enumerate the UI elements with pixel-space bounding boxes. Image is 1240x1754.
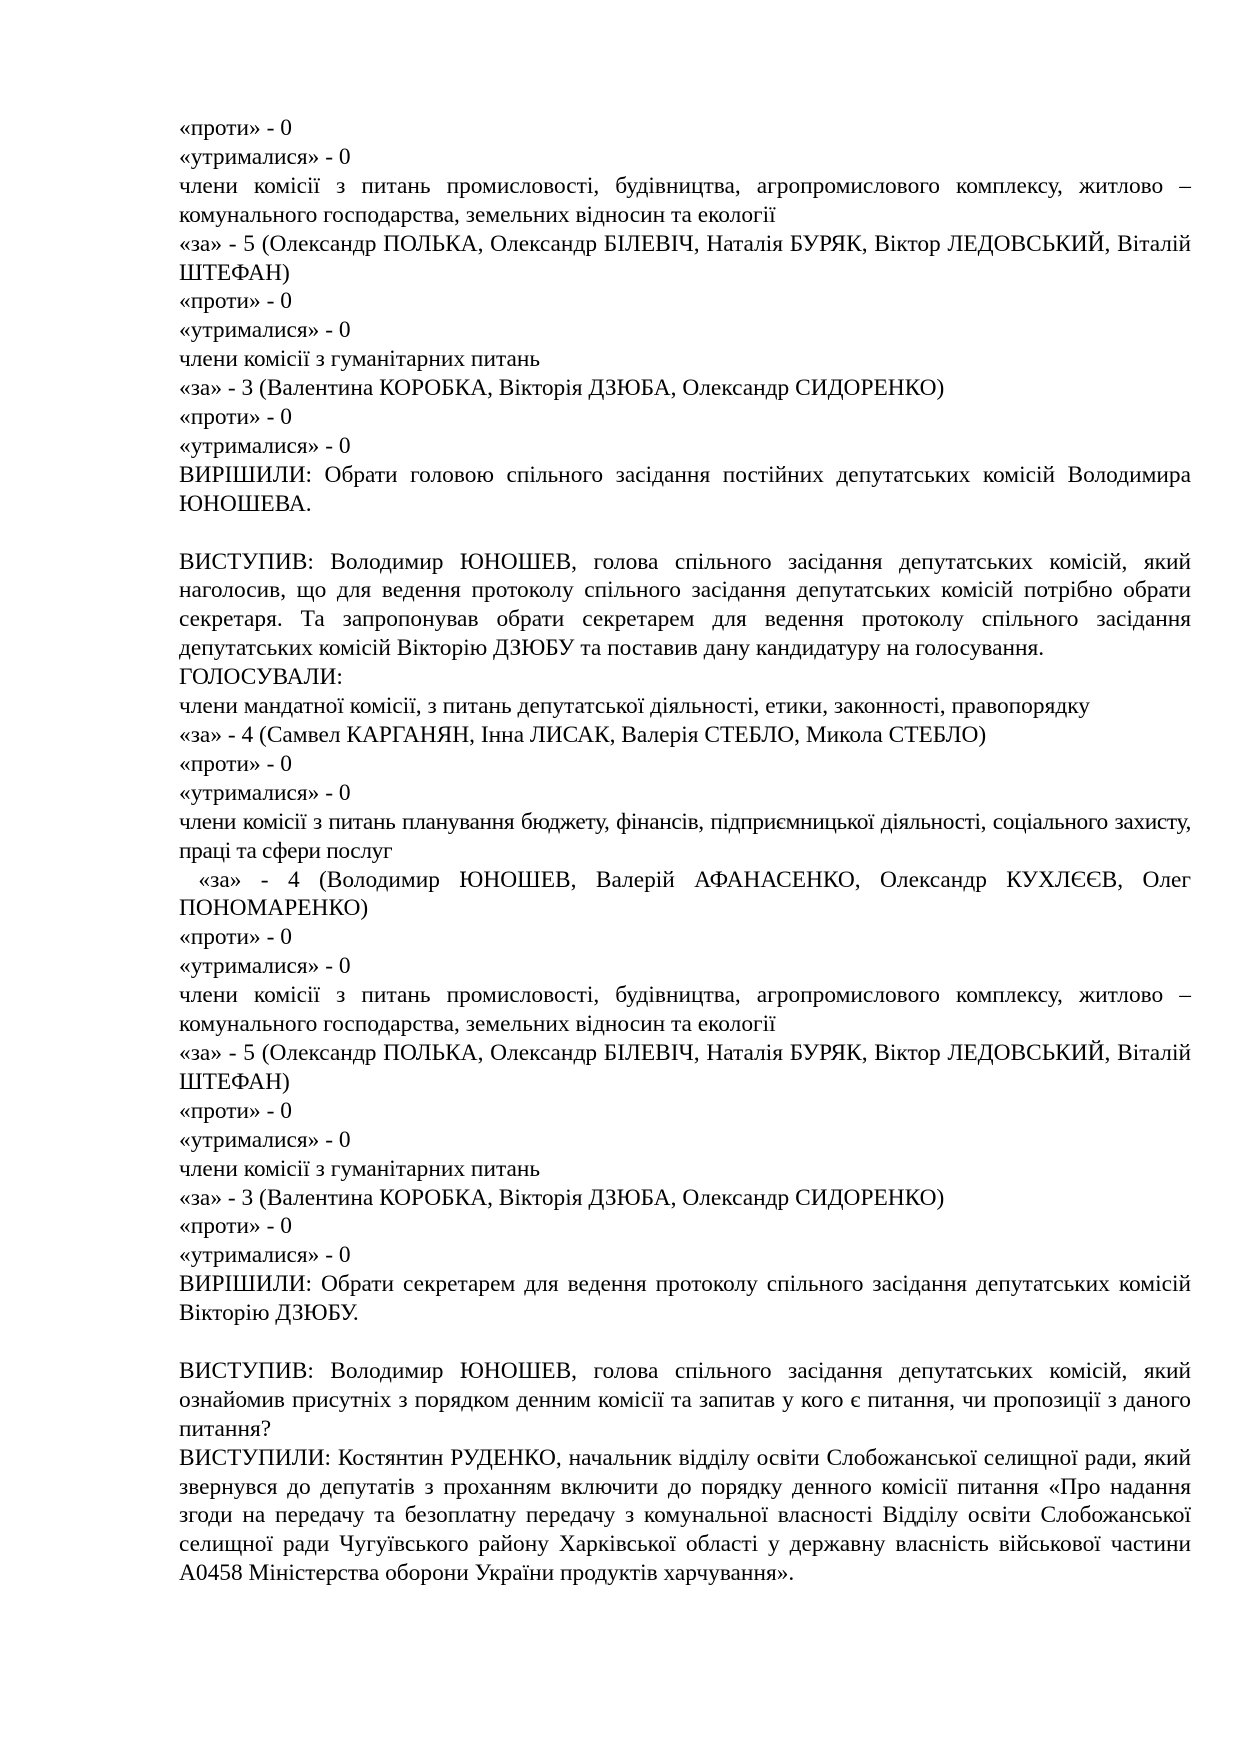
vote-for-line: «за» - 3 (Валентина КОРОБКА, Вікторія ДЗЮБА, Олександр СИДОРЕНКО) (179, 1184, 945, 1211)
abstain-line: «утрималися» - 0 (179, 317, 351, 344)
committee-mandate-heading: члени мандатної комісії, з питань депутатської діяльності, етики, законності, правопорядку (179, 693, 1090, 720)
abstain-line: «утрималися» - 0 (179, 143, 351, 170)
speech-paragraph: ВИСТУПИВ: Володимир ЮНОШЕВ, голова спільного засідання депутатських комісій, який ознайомив присутніх з порядком денним комісії та запитав у кого є питання, чи пропозиції з даного питання? (179, 1357, 1191, 1442)
committee-humanitarian-heading: члени комісії з гуманітарних питань (179, 1155, 541, 1182)
paragraph-spacer (179, 1328, 1191, 1357)
against-line: «проти» - 0 (179, 404, 292, 431)
decision-paragraph: ВИРІШИЛИ: Обрати головою спільного засідання постійних депутатських комісій Володимира ЮНОШЕВА. (179, 461, 1191, 517)
against-line: «проти» - 0 (179, 750, 292, 777)
vote-for-line: «за» - 4 (Самвел КАРГАНЯН, Інна ЛИСАК, Валерія СТЕБЛО, Микола СТЕБЛО) (179, 722, 987, 749)
against-line: «проти» - 0 (179, 1097, 292, 1124)
abstain-line: «утрималися» - 0 (179, 432, 351, 459)
speech-paragraph: ВИСТУПИВ: Володимир ЮНОШЕВ, голова спільного засідання депутатських комісій, який наголосив, що для ведення протоколу спільного засідання депутатських комісій потрібно обрати секретаря. Та запропонував обрати секретарем для ведення протоколу спільного засідання депутатських комісій Вікторію ДЗЮБУ та поставив дану кандидатуру на голосування. (179, 548, 1191, 662)
speech-paragraph: ВИСТУПИЛИ: Костянтин РУДЕНКО, начальник відділу освіти Слобожанської селищної ради, який звернувся до депутатів з проханням включити до порядку денного комісії питання «Про надання згоди на передачу та безоплатну передачу з комунальної власності Відділу освіти Слобожанської селищної ради Чугуївського району Харківської області у державну власність військової частини А0458 Міністерства оборони України продуктів харчування». (179, 1444, 1191, 1587)
against-line: «проти» - 0 (179, 1213, 292, 1240)
abstain-line: «утрималися» - 0 (179, 1242, 351, 1269)
against-line: «проти» - 0 (179, 924, 292, 951)
decision-paragraph: ВИРІШИЛИ: Обрати секретарем для ведення протоколу спільного засідання депутатських комісій Вікторію ДЗЮБУ. (179, 1271, 1191, 1327)
committee-industry-heading: члени комісії з питань промисловості, будівництва, агропромислового комплексу, житлово – комунального господарства, земельних відносин та екології (179, 172, 1191, 228)
abstain-line: «утрималися» - 0 (179, 1126, 351, 1153)
against-line: «проти» - 0 (179, 115, 292, 141)
abstain-line: «утрималися» - 0 (179, 953, 351, 980)
vote-for-line: «за» - 4 (Володимир ЮНОШЕВ, Валерій АФАНАСЕНКО, Олександр КУХЛЄЄВ, Олег ПОНОМАРЕНКО) (179, 866, 1197, 922)
vote-for-line: «за» - 5 (Олександр ПОЛЬКА, Олександр БІЛЕВІЧ, Наталія БУРЯК, Віктор ЛЕДОВСЬКИЙ, Віталій ШТЕФАН) (179, 1039, 1191, 1095)
abstain-line: «утрималися» - 0 (179, 779, 351, 806)
paragraph-spacer (179, 519, 1191, 548)
committee-industry-heading: члени комісії з питань промисловості, будівництва, агропромислового комплексу, житлово – комунального господарства, земельних відносин та екології (179, 982, 1191, 1038)
voted-heading: ГОЛОСУВАЛИ: (179, 664, 343, 691)
against-line: «проти» - 0 (179, 288, 292, 315)
document-page (179, 114, 1197, 1588)
committee-budget-heading: члени комісії з питань планування бюджету, фінансів, підприємницької діяльності, соціального захисту, праці та сфери послуг (179, 808, 1191, 864)
committee-humanitarian-heading: члени комісії з гуманітарних питань (179, 346, 541, 373)
vote-for-line: «за» - 3 (Валентина КОРОБКА, Вікторія ДЗЮБА, Олександр СИДОРЕНКО) (179, 375, 945, 402)
vote-for-line: «за» - 5 (Олександр ПОЛЬКА, Олександр БІЛЕВІЧ, Наталія БУРЯК, Віктор ЛЕДОВСЬКИЙ, Віталій ШТЕФАН) (179, 230, 1191, 286)
